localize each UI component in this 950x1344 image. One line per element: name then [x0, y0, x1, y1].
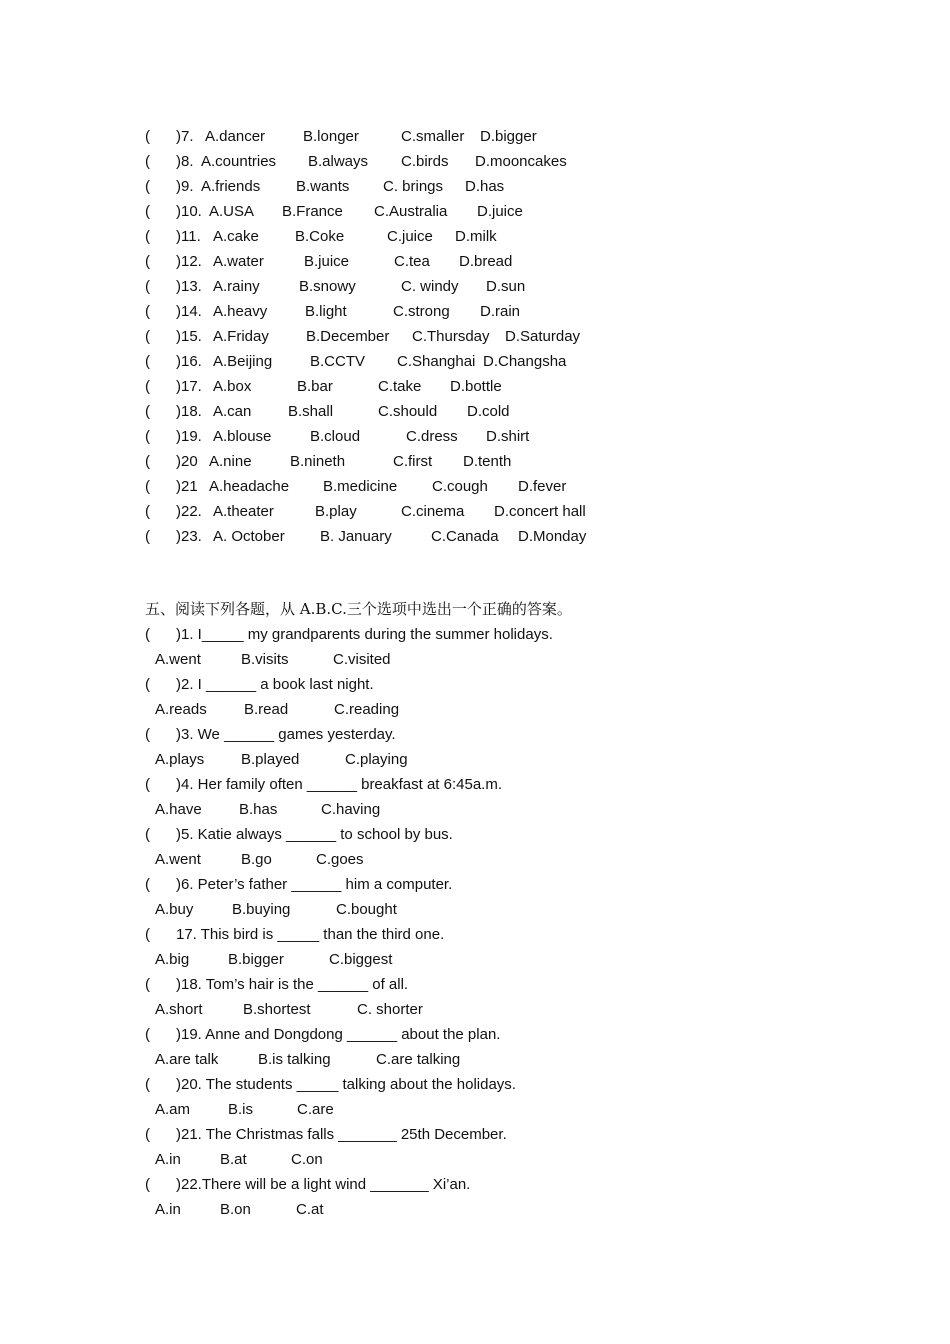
- answer-paren: (: [145, 153, 150, 170]
- question-row-10: [0, 201, 950, 223]
- question-stem: [0, 1124, 950, 1146]
- option-b: B.medicine: [323, 478, 398, 495]
- question-text: )21. The Christmas falls _______ 25th December.: [176, 1126, 507, 1143]
- option-c: C.cough: [432, 478, 488, 495]
- option-b: B.is: [228, 1101, 254, 1118]
- option-a: A.box: [213, 378, 252, 395]
- option-a: A.are talk: [155, 1051, 219, 1068]
- option-d: D.milk: [455, 228, 497, 245]
- answer-paren: (: [145, 253, 150, 270]
- option-c: C.Shanghai: [397, 353, 476, 370]
- question-number: )13.: [176, 278, 202, 295]
- option-c: C.cinema: [401, 503, 465, 520]
- option-a: A.cake: [213, 228, 259, 245]
- question-text: )5. Katie always ______ to school by bus.: [176, 826, 453, 843]
- question-number: )16.: [176, 353, 202, 370]
- option-c: C.birds: [401, 153, 449, 170]
- question-row-19: [0, 426, 950, 448]
- option-b: B.shortest: [243, 1001, 311, 1018]
- question-stem: [0, 824, 950, 846]
- question-number: )7.: [176, 128, 194, 145]
- option-c: C.reading: [334, 701, 400, 718]
- option-a: A.in: [155, 1201, 181, 1218]
- option-b: B.visits: [241, 651, 289, 668]
- option-c: C. shorter: [357, 1001, 423, 1018]
- option-a: A.have: [155, 801, 202, 818]
- option-b: B.light: [305, 303, 347, 320]
- option-b: B.wants: [296, 178, 350, 195]
- question-text: )20. The students _____ talking about the holidays.: [176, 1076, 516, 1093]
- question-number: )12.: [176, 253, 202, 270]
- question-row-20: [0, 451, 950, 473]
- option-b: B.at: [220, 1151, 247, 1168]
- answer-paren: (: [145, 626, 150, 643]
- option-c: C.take: [378, 378, 422, 395]
- question-text: 17. This bird is _____ than the third one.: [176, 926, 445, 943]
- question-row-12: [0, 251, 950, 273]
- question-stem: [0, 624, 950, 646]
- option-c: C. windy: [401, 278, 459, 295]
- option-b: B.buying: [232, 901, 291, 918]
- answer-paren: (: [145, 1026, 150, 1043]
- question-row-22: [0, 501, 950, 523]
- question-stem: [0, 1024, 950, 1046]
- option-a: A.big: [155, 951, 190, 968]
- question-text: )2. I ______ a book last night.: [176, 676, 374, 693]
- question-options: [0, 999, 950, 1021]
- answer-paren: (: [145, 1076, 150, 1093]
- question-options: [0, 899, 950, 921]
- question-stem: [0, 1174, 950, 1196]
- option-b: B.always: [308, 153, 369, 170]
- option-a: A.buy: [155, 901, 194, 918]
- question-row-11: [0, 226, 950, 248]
- option-d: D.bottle: [450, 378, 502, 395]
- section-heading: 五、阅读下列各题，从 A.B.C.三个选项中选出一个正确的答案。: [145, 600, 572, 618]
- question-options: [0, 1149, 950, 1171]
- question-number: )10.: [176, 203, 202, 220]
- question-text: )18. Tom’s hair is the ______ of all.: [176, 976, 409, 993]
- question-row-16: [0, 351, 950, 373]
- option-d: D.rain: [480, 303, 521, 320]
- answer-paren: (: [145, 428, 150, 445]
- question-number: )14.: [176, 303, 202, 320]
- answer-paren: (: [145, 1126, 150, 1143]
- option-a: A.heavy: [213, 303, 268, 320]
- option-a: A.dancer: [205, 128, 266, 145]
- answer-paren: (: [145, 128, 150, 145]
- option-c: C. brings: [383, 178, 444, 195]
- option-d: D.shirt: [486, 428, 530, 445]
- option-b: B.played: [241, 751, 300, 768]
- option-c: C.are talking: [376, 1051, 461, 1068]
- answer-paren: (: [145, 876, 150, 893]
- question-stem: [0, 774, 950, 796]
- answer-paren: (: [145, 826, 150, 843]
- option-b: B.shall: [288, 403, 334, 420]
- option-a: A.blouse: [213, 428, 272, 445]
- option-b: B. January: [320, 528, 392, 545]
- question-row-8: [0, 151, 950, 173]
- answer-paren: (: [145, 503, 150, 520]
- option-c: C.should: [378, 403, 438, 420]
- answer-paren: (: [145, 228, 150, 245]
- question-stem: [0, 924, 950, 946]
- question-row-17: [0, 376, 950, 398]
- option-c: C.Canada: [431, 528, 499, 545]
- option-d: D.Monday: [518, 528, 587, 545]
- answer-paren: (: [145, 278, 150, 295]
- option-c: C.visited: [333, 651, 391, 668]
- option-a: A.water: [213, 253, 264, 270]
- question-options: [0, 1199, 950, 1221]
- answer-paren: (: [145, 1176, 150, 1193]
- option-b: B.bigger: [228, 951, 284, 968]
- option-b: B.read: [244, 701, 289, 718]
- question-row-23: [0, 526, 950, 548]
- option-a: A.rainy: [213, 278, 260, 295]
- option-b: B.snowy: [299, 278, 356, 295]
- option-b: B.on: [220, 1201, 251, 1218]
- option-d: D.cold: [467, 403, 510, 420]
- option-c: C.smaller: [401, 128, 465, 145]
- option-a: A.friends: [201, 178, 261, 195]
- question-options: [0, 649, 950, 671]
- answer-paren: (: [145, 303, 150, 320]
- answer-paren: (: [145, 453, 150, 470]
- option-b: B.juice: [304, 253, 350, 270]
- answer-paren: (: [145, 178, 150, 195]
- option-b: B.longer: [303, 128, 359, 145]
- option-c: C.strong: [393, 303, 450, 320]
- option-b: B.has: [239, 801, 278, 818]
- option-b: B.December: [306, 328, 390, 345]
- option-c: C.tea: [394, 253, 430, 270]
- answer-paren: (: [145, 528, 150, 545]
- option-b: B.bar: [297, 378, 333, 395]
- answer-paren: (: [145, 478, 150, 495]
- option-a: A.am: [155, 1101, 191, 1118]
- option-d: D.tenth: [463, 453, 512, 470]
- option-a: A.headache: [209, 478, 290, 495]
- question-row-14: [0, 301, 950, 323]
- question-number: )9.: [176, 178, 194, 195]
- question-text: )4. Her family often ______ breakfast at 6:45a.m.: [176, 776, 503, 793]
- question-stem: [0, 874, 950, 896]
- option-d: D.bigger: [480, 128, 537, 145]
- question-text: )19. Anne and Dongdong ______ about the plan.: [176, 1026, 501, 1043]
- option-c: C.bought: [336, 901, 397, 918]
- option-a: A.nine: [209, 453, 252, 470]
- question-options: [0, 849, 950, 871]
- question-text: )3. We ______ games yesterday.: [176, 726, 396, 743]
- option-c: C.biggest: [329, 951, 393, 968]
- option-c: C.having: [321, 801, 381, 818]
- question-row-21: [0, 476, 950, 498]
- question-row-7: [0, 126, 950, 148]
- option-c: C.dress: [406, 428, 458, 445]
- question-options: [0, 799, 950, 821]
- answer-paren: (: [145, 378, 150, 395]
- option-c: C.playing: [345, 751, 408, 768]
- answer-paren: (: [145, 403, 150, 420]
- question-stem: [0, 974, 950, 996]
- answer-paren: (: [145, 203, 150, 220]
- question-text: )22.There will be a light wind _______ Xi’an.: [176, 1176, 471, 1193]
- option-c: C.are: [297, 1101, 334, 1118]
- option-a: A.theater: [213, 503, 274, 520]
- option-a: A.reads: [155, 701, 207, 718]
- question-text: )1. I_____ my grandparents during the summer holidays.: [176, 626, 553, 643]
- option-d: D.mooncakes: [475, 153, 567, 170]
- option-c: C.on: [291, 1151, 323, 1168]
- option-c: C.at: [296, 1201, 324, 1218]
- question-number: )23.: [176, 528, 202, 545]
- option-d: D.Saturday: [505, 328, 581, 345]
- question-number: )11.: [176, 228, 201, 245]
- option-b: B.is talking: [258, 1051, 331, 1068]
- option-d: D.bread: [459, 253, 513, 270]
- option-b: B.Coke: [295, 228, 345, 245]
- question-options: [0, 949, 950, 971]
- option-c: C.Thursday: [412, 328, 490, 345]
- question-row-18: [0, 401, 950, 423]
- option-d: D.has: [465, 178, 505, 195]
- option-c: C.Australia: [374, 203, 448, 220]
- option-d: D.Changsha: [483, 353, 567, 370]
- answer-paren: (: [145, 676, 150, 693]
- question-number: )8.: [176, 153, 194, 170]
- answer-paren: (: [145, 776, 150, 793]
- option-a: A.can: [213, 403, 252, 420]
- question-options: [0, 699, 950, 721]
- option-b: B.cloud: [310, 428, 361, 445]
- answer-paren: (: [145, 726, 150, 743]
- option-b: B.France: [282, 203, 343, 220]
- answer-paren: (: [145, 353, 150, 370]
- option-a: A.USA: [209, 203, 255, 220]
- question-number: )21: [176, 478, 198, 495]
- question-options: [0, 1099, 950, 1121]
- question-stem: [0, 1074, 950, 1096]
- question-text: )6. Peter’s father ______ him a computer.: [176, 876, 453, 893]
- option-a: A.Beijing: [213, 353, 273, 370]
- option-a: A.Friday: [213, 328, 269, 345]
- question-number: )15.: [176, 328, 202, 345]
- answer-paren: (: [145, 328, 150, 345]
- question-number: )22.: [176, 503, 202, 520]
- question-number: )19.: [176, 428, 202, 445]
- question-row-9: [0, 176, 950, 198]
- option-a: A.plays: [155, 751, 205, 768]
- option-a: A.countries: [201, 153, 277, 170]
- option-b: B.go: [241, 851, 272, 868]
- option-b: B.CCTV: [310, 353, 366, 370]
- option-c: C.goes: [316, 851, 364, 868]
- option-d: D.juice: [477, 203, 523, 220]
- option-a: A.went: [155, 651, 201, 668]
- option-a: A.in: [155, 1151, 181, 1168]
- question-stem: [0, 674, 950, 696]
- answer-paren: (: [145, 926, 150, 943]
- question-number: )20: [176, 453, 198, 470]
- option-a: A. October: [213, 528, 285, 545]
- option-d: D.sun: [486, 278, 526, 295]
- option-c: C.first: [393, 453, 433, 470]
- answer-paren: (: [145, 976, 150, 993]
- question-number: )17.: [176, 378, 202, 395]
- option-b: B.nineth: [290, 453, 346, 470]
- option-d: D.concert hall: [494, 503, 586, 520]
- question-row-13: [0, 276, 950, 298]
- question-number: )18.: [176, 403, 202, 420]
- question-row-15: [0, 326, 950, 348]
- question-options: [0, 1049, 950, 1071]
- option-a: A.went: [155, 851, 201, 868]
- option-d: D.fever: [518, 478, 567, 495]
- question-options: [0, 749, 950, 771]
- option-c: C.juice: [387, 228, 433, 245]
- option-a: A.short: [155, 1001, 203, 1018]
- option-b: B.play: [315, 503, 357, 520]
- question-stem: [0, 724, 950, 746]
